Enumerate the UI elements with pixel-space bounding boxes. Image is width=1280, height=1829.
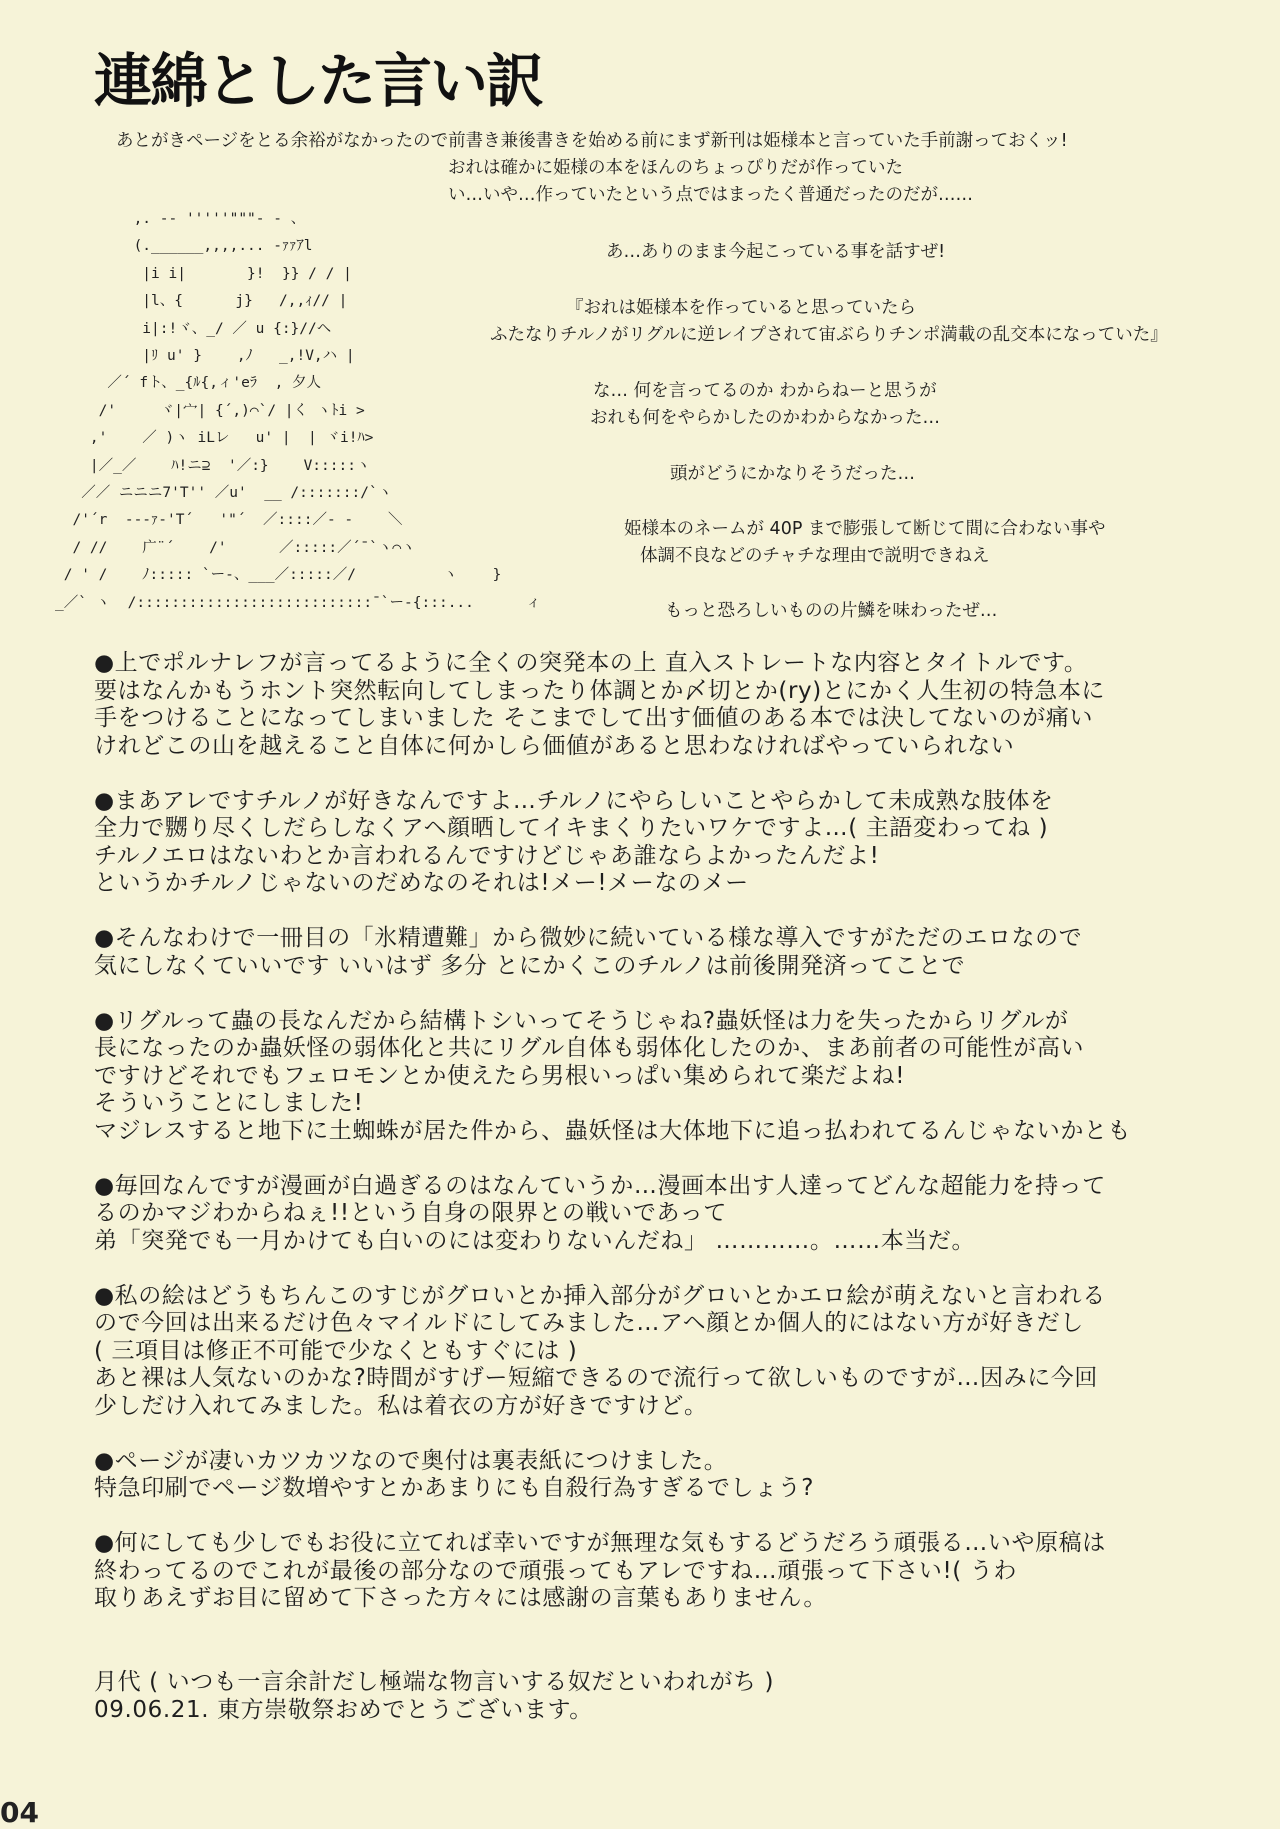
dialogue-line: あ…ありのまま今起こっている事を話すぜ! bbox=[606, 242, 946, 262]
ascii-art-line: ,' ／ )ヽ iLレ u' | | ヾi!ﾊ> bbox=[55, 430, 374, 447]
ascii-art-line: (.______,,,,... -ｧｧｱl bbox=[55, 238, 313, 255]
page-number: 04 bbox=[0, 1796, 39, 1829]
paragraph-line: 少しだけ入れてみました。私は着衣の方が好きですけど。 bbox=[94, 1392, 708, 1419]
paragraph-line: ●毎回なんですが漫画が白過ぎるのはなんていうか…漫画本出す人達ってどんな超能力を持って bbox=[94, 1172, 1106, 1199]
ascii-art-line: ／´ fト、_{ﾙ{,ィ'eﾗ , 夕人 bbox=[55, 375, 322, 392]
intro-line: い…いや…作っていたという点ではまったく普通だったのだが…… bbox=[448, 185, 973, 205]
body-text bbox=[94, 650, 1234, 1640]
paragraph-line: 取りあえずお目に留めて下さった方々には感謝の言葉もありません。 bbox=[94, 1585, 827, 1611]
paragraph bbox=[94, 1530, 1234, 1613]
paragraph-line: 手をつけることになってしまいました そこまでして出す価値のある本では決してないのが痛い bbox=[94, 705, 1094, 731]
signature-date: 09.06.21. 東方崇敬祭おめでとうございます。 bbox=[94, 1697, 593, 1723]
paragraph-line: 長になったのか蟲妖怪の弱体化と共にリグル自体も弱体化したのか、まあ前者の可能性が高い bbox=[94, 1035, 1085, 1061]
ascii-art-line: /' ヾ|宀| {´,)⌒`/ |く ヽﾄi > bbox=[55, 402, 365, 419]
ascii-art-line: |ﾘ u' } ,ﾉ _,!V,ハ | bbox=[55, 348, 355, 365]
ascii-art-line: |／_／ ﾊ!ニ⊇ '／:} V:::::ヽ bbox=[55, 457, 371, 474]
ascii-art-line: / // 广¨´ /' ／:::::／´¯`ヽ⌒ヽ bbox=[55, 539, 416, 556]
paragraph-line: あと裸は人気ないのかな?時間がすげー短縮できるので流行って欲しいものですが…因みに今回 bbox=[94, 1365, 1099, 1391]
ascii-art-line: / ' / ﾉ::::: `ー-、___／:::::／/ ヽ } bbox=[55, 567, 502, 584]
paragraph bbox=[94, 788, 1234, 898]
dialogue-line: 姫様本のネームが 40P まで膨張して断じて間に合わない事や bbox=[624, 519, 1106, 539]
paragraph-line: 特急印刷でページ数増やすとかあまりにも自殺行為すぎるでしょう? bbox=[94, 1475, 815, 1501]
paragraph-line: ですけどそれでもフェロモンとか使えたら男根いっぱい集められて楽だよね! bbox=[94, 1062, 906, 1089]
paragraph-line: ●何にしても少しでもお役に立てれば幸いですが無理な気もするどうだろう頑張る…いや原稿は bbox=[94, 1530, 1106, 1556]
ascii-art-line: i|:!ヾ、_/ ／ u {:}//ヘ bbox=[55, 320, 332, 337]
paragraph bbox=[94, 1283, 1234, 1421]
paragraph-line: ので今回は出来るだけ色々マイルドにしてみました…アヘ顔とか個人的にはない方が好きだし bbox=[94, 1310, 1084, 1336]
paragraph-line: そういうことにしました! bbox=[94, 1090, 364, 1116]
paragraph-line: ( 三項目は修正不可能で少なくともすぐには ) bbox=[94, 1337, 578, 1364]
dialogue-line: な… 何を言ってるのか わからねーと思うが bbox=[593, 381, 937, 401]
dialogue-line: おれも何をやらかしたのかわからなかった… bbox=[590, 408, 940, 428]
paragraph bbox=[94, 650, 1234, 760]
paragraph bbox=[94, 1173, 1234, 1256]
dialogue-line: 体調不良などのチャチな理由で説明できねえ bbox=[640, 546, 990, 566]
intro-line: おれは確かに姫様の本をほんのちょっぴりだが作っていた bbox=[448, 158, 903, 178]
ascii-art-line: |i i| }! }} / / | bbox=[55, 265, 352, 282]
paragraph-line: ●私の絵はどうもちんこのすじがグロいとか挿入部分がグロいとかエロ絵が萌えないと言われる bbox=[94, 1282, 1106, 1309]
intro-line: あとがきページをとる余裕がなかったので前書き兼後書きを始める前にまず新刊は姫様本と言っていた手前謝っておくッ! bbox=[116, 131, 1068, 151]
page-title: 連綿とした言い訳 bbox=[94, 47, 543, 115]
ascii-art-line: ／／ ニニニ7'T'' ／u' __ /:::::::/`ヽ bbox=[55, 485, 393, 502]
paragraph-line: ●ページが凄いカツカツなので奥付は裏表紙につけました。 bbox=[94, 1447, 728, 1474]
paragraph bbox=[94, 925, 1234, 980]
paragraph bbox=[94, 1448, 1234, 1503]
paragraph-line: ●上でポルナレフが言ってるように全くの突発本の上 直入ストレートな内容とタイトルです。 bbox=[94, 650, 1088, 676]
dialogue-line: 頭がどうにかなりそうだった… bbox=[670, 464, 915, 484]
paragraph bbox=[94, 1008, 1234, 1146]
paragraph-line: けれどこの山を越えること自体に何かしら価値があると思わなければやっていられない bbox=[94, 732, 1015, 759]
paragraph-line: ●リグルって蟲の長なんだから結構トシいってそうじゃね?蟲妖怪は力を失ったからリグルが bbox=[94, 1007, 1069, 1034]
signature bbox=[94, 1668, 774, 1724]
paragraph-line: 弟「突発でも一月かけても白いのには変わりないんだね」 …………。……本当だ。 bbox=[94, 1227, 976, 1254]
paragraph-line: 気にしなくていいです いいはず 多分 とにかくこのチルノは前後開発済ってことで bbox=[94, 952, 966, 979]
paragraph-line: るのかマジわからねぇ!!という自身の限界との戦いであって bbox=[94, 1200, 728, 1226]
dialogue-line: もっと恐ろしいものの片鱗を味わったぜ… bbox=[665, 601, 998, 621]
ascii-art-line: _／` ヽ /:::::::::::::::::::::::::::¯`ー-{:::... ィ bbox=[55, 594, 541, 611]
paragraph-line: ●そんなわけで一冊目の「氷精遭難」から微妙に続いている様な導入ですがただのエロなので bbox=[94, 925, 1083, 951]
paragraph-line: ●まあアレですチルノが好きなんですよ…チルノにやらしいことやらかして未成熟な肢体を bbox=[94, 787, 1054, 814]
dialogue-line: 『おれは姫様本を作っていると思っていたら bbox=[566, 298, 916, 318]
ascii-art-line: |l、{ j} /,,ｨ// | bbox=[55, 293, 348, 310]
paragraph-line: 全力で嬲り尽くしだらしなくアヘ顔晒してイキまくりたいワケですよ…( 主語変わってね ) bbox=[94, 815, 1049, 841]
paragraph-line: マジレスすると地下に土蜘蛛が居た件から、蟲妖怪は大体地下に追っ払われてるんじゃないかとも bbox=[94, 1117, 1132, 1144]
ascii-art-line: ,. -‐ '''''"""‐ ‐ 、 bbox=[55, 211, 306, 227]
paragraph-line: というかチルノじゃないのだめなのそれは!メー!メーなのメー bbox=[94, 870, 749, 896]
dialogue-line: ふたなりチルノがリグルに逆レイプされて宙ぶらりチンポ満載の乱交本になっていた』 bbox=[490, 325, 1168, 345]
ascii-art-dialogue bbox=[0, 0, 1280, 640]
signature-line: 月代 ( いつも一言余計だし極端な物言いする奴だといわれがち ) bbox=[94, 1669, 775, 1695]
paragraph-line: チルノエロはないわとか言われるんですけどじゃあ誰ならよかったんだよ! bbox=[94, 842, 880, 869]
paragraph-line: 終わってるのでこれが最後の部分なので頑張ってもアレですね…頑張って下さい!( うわ bbox=[94, 1557, 1017, 1584]
ascii-art-line: /'´r ‐‐‐ｧ-'T´ '"´ ／::::／- - ＼ bbox=[55, 512, 403, 529]
paragraph-line: 要はなんかもうホント突然転向してしまったり体調とか〆切とか(ry)とにかく人生初の特急本に bbox=[94, 677, 1106, 704]
